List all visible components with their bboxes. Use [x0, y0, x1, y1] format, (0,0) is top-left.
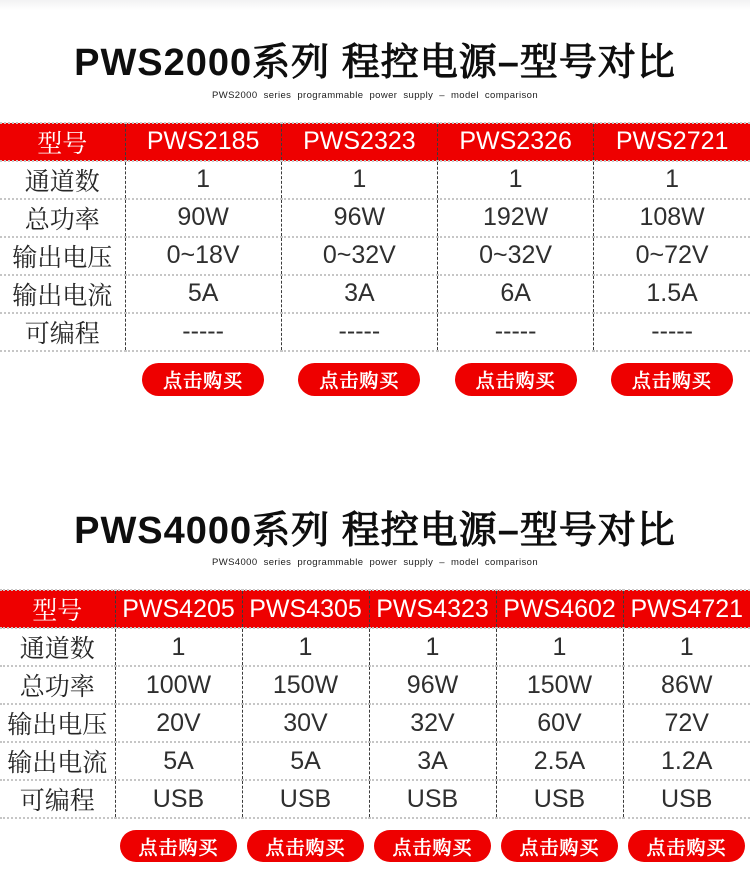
header-row [0, 123, 750, 161]
table-header [0, 590, 750, 628]
page-title: PWS4000系列 程控电源–型号对比 [74, 509, 676, 552]
buy-button-slot [438, 363, 594, 396]
table-row [0, 313, 750, 351]
value-cell: USB [496, 780, 623, 818]
table-row [0, 780, 750, 818]
table-row [0, 742, 750, 780]
comparison-table [0, 589, 750, 819]
buy-button-slot [623, 830, 750, 862]
buy-button[interactable]: 点击购买 [628, 830, 745, 862]
value-cell: 192W [438, 199, 594, 237]
row-label-cell: 输出电压 [0, 237, 125, 275]
table-header [0, 123, 750, 161]
table-row [0, 628, 750, 666]
header-cell-model: PWS4721 [623, 590, 750, 628]
value-cell: 96W [281, 199, 437, 237]
row-label-cell: 可编程 [0, 313, 125, 351]
row-label-cell: 总功率 [0, 666, 115, 704]
value-cell: 1.5A [594, 275, 750, 313]
table-row [0, 704, 750, 742]
value-cell: 5A [242, 742, 369, 780]
table-body [0, 628, 750, 818]
value-cell: 108W [594, 199, 750, 237]
value-cell: 96W [369, 666, 496, 704]
buy-button[interactable]: 点击购买 [611, 363, 733, 396]
buy-buttons-row [0, 363, 750, 396]
title-block [0, 40, 750, 101]
buy-button-slot [594, 363, 750, 396]
value-cell: 0~32V [438, 237, 594, 275]
header-cell-attribute: 型号 [0, 590, 115, 628]
buy-button[interactable]: 点击购买 [120, 830, 237, 862]
header-cell-model: PWS4305 [242, 590, 369, 628]
value-cell: 1 [496, 628, 623, 666]
buy-button[interactable]: 点击购买 [455, 363, 577, 396]
table-row [0, 161, 750, 199]
value-cell: 1 [438, 161, 594, 199]
header-cell-model: PWS2721 [594, 123, 750, 161]
value-cell: ----- [125, 313, 281, 351]
buy-button-slot [281, 363, 437, 396]
value-cell: 1 [115, 628, 242, 666]
value-cell: 72V [623, 704, 750, 742]
buy-button-slot [242, 830, 369, 862]
row-label-cell: 输出电流 [0, 742, 115, 780]
row-label-cell: 通道数 [0, 628, 115, 666]
buy-button-slot [369, 830, 496, 862]
page-title: PWS2000系列 程控电源–型号对比 [74, 42, 676, 84]
row-label-cell: 输出电压 [0, 704, 115, 742]
section-pws2000 [0, 0, 750, 396]
value-cell: 150W [496, 666, 623, 704]
header-cell-model: PWS4323 [369, 590, 496, 628]
value-cell: 1 [242, 628, 369, 666]
value-cell: 3A [281, 275, 437, 313]
header-cell-model: PWS4602 [496, 590, 623, 628]
page-subtitle: PWS2000 series programmable power supply – model comparison [211, 89, 539, 101]
value-cell: USB [115, 780, 242, 818]
section-pws4000 [0, 396, 750, 863]
buy-buttons-row [0, 830, 750, 862]
header-cell-model: PWS2185 [125, 123, 281, 161]
header-cell-model: PWS4205 [115, 590, 242, 628]
value-cell: 1 [369, 628, 496, 666]
value-cell: ----- [438, 313, 594, 351]
buy-button[interactable]: 点击购买 [142, 363, 264, 396]
header-cell-attribute: 型号 [0, 123, 125, 161]
buy-button-slot [125, 363, 281, 396]
table-row [0, 275, 750, 313]
value-cell: 90W [125, 199, 281, 237]
value-cell: 1.2A [623, 742, 750, 780]
value-cell: 20V [115, 704, 242, 742]
row-label-cell: 总功率 [0, 199, 125, 237]
value-cell: 0~72V [594, 237, 750, 275]
value-cell: 30V [242, 704, 369, 742]
title-block [0, 508, 750, 569]
value-cell: 1 [281, 161, 437, 199]
value-cell: 3A [369, 742, 496, 780]
value-cell: 1 [125, 161, 281, 199]
value-cell: 1 [623, 628, 750, 666]
table-body [0, 161, 750, 351]
header-row [0, 590, 750, 628]
value-cell: 86W [623, 666, 750, 704]
value-cell: 100W [115, 666, 242, 704]
value-cell: USB [242, 780, 369, 818]
value-cell: 32V [369, 704, 496, 742]
row-label-cell: 可编程 [0, 780, 115, 818]
page-subtitle: PWS4000 series programmable power supply – model comparison [211, 557, 539, 568]
value-cell: USB [623, 780, 750, 818]
value-cell: ----- [281, 313, 437, 351]
header-cell-model: PWS2326 [438, 123, 594, 161]
buy-button-slot [496, 830, 623, 862]
header-cell-model: PWS2323 [281, 123, 437, 161]
value-cell: 1 [594, 161, 750, 199]
table-row [0, 237, 750, 275]
value-cell: 0~18V [125, 237, 281, 275]
table-row [0, 666, 750, 704]
value-cell: 150W [242, 666, 369, 704]
value-cell: 0~32V [281, 237, 437, 275]
comparison-table [0, 122, 750, 352]
value-cell: 5A [125, 275, 281, 313]
value-cell: 6A [438, 275, 594, 313]
value-cell: 2.5A [496, 742, 623, 780]
value-cell: ----- [594, 313, 750, 351]
buy-button[interactable]: 点击购买 [298, 363, 420, 396]
value-cell: 60V [496, 704, 623, 742]
table-row [0, 199, 750, 237]
row-label-cell: 通道数 [0, 161, 125, 199]
value-cell: 5A [115, 742, 242, 780]
buy-button[interactable]: 点击购买 [247, 830, 364, 862]
buy-button-slot [115, 830, 242, 862]
value-cell: USB [369, 780, 496, 818]
buy-button[interactable]: 点击购买 [501, 830, 618, 862]
row-label-cell: 输出电流 [0, 275, 125, 313]
buy-button[interactable]: 点击购买 [374, 830, 491, 862]
